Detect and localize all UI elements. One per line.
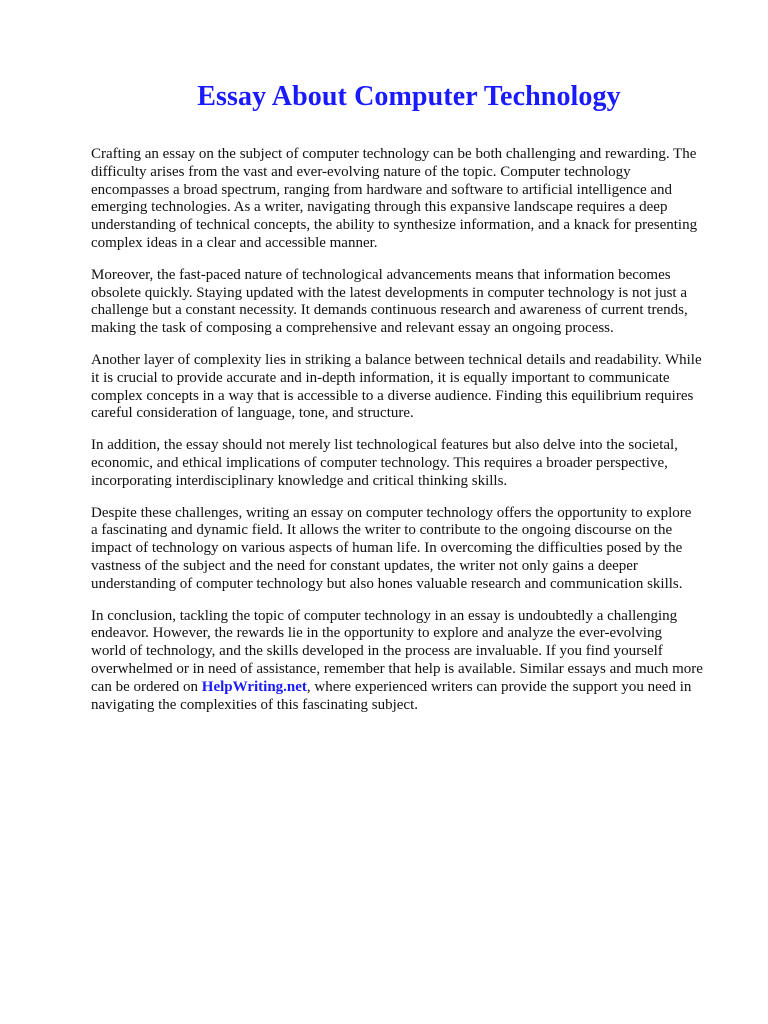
- document-title: Essay About Computer Technology: [197, 81, 621, 112]
- paragraph-conclusion: [91, 608, 721, 715]
- conclusion-text-after-link: , where experienced writers can provide the support you need in navigating the complexities of this fascinating subject.: [91, 678, 692, 713]
- conclusion-text-before-link: In conclusion, tackling the topic of computer technology in an essay is undoubtedly a challenging endeavor. However, the rewards lie in the opportunity to explore and analyze the ever-evolving world of technology, and the skills developed in the process are invaluable. If you find yourself overwhelmed or in need of assistance, remember that help is available. Similar essays and much more can be ordered on: [91, 607, 703, 695]
- paragraph-1: Crafting an essay on the subject of computer technology can be both challenging and rewarding. The difficulty arises from the vast and ever-evolving nature of the topic. Computer technology encompasses a broad spectrum, ranging from hardware and software to artificial intelligence and emerging technologies. As a writer, navigating through this expansive landscape requires a deep understanding of technical concepts, the ability to synthesize information, and a knack for presenting complex ideas in a clear and accessible manner.: [91, 146, 698, 251]
- paragraph-5: Despite these challenges, writing an essay on computer technology offers the opportunity to explore a fascinating and dynamic field. It allows the writer to contribute to the ongoing discourse on the impact of technology on various aspects of human life. In overcoming the difficulties posed by the vastness of the subject and the need for constant updates, the writer not only gains a deeper understanding of computer technology but also hones valuable research and communication skills.: [91, 504, 692, 592]
- paragraph-3: Another layer of complexity lies in striking a balance between technical details and readability. While it is crucial to provide accurate and in-depth information, it is equally important to communicate complex concepts in a way that is accessible to a diverse audience. Finding this equilibrium requires careful consideration of language, tone, and structure.: [91, 351, 702, 422]
- document-body: [91, 146, 721, 728]
- helpwriting-link[interactable]: HelpWriting.net: [201, 678, 307, 695]
- paragraph-2: Moreover, the fast-paced nature of technological advancements means that information becomes obsolete quickly. Staying updated with the latest developments in computer technology is not just a challenge but a constant necessity. It demands continuous research and awareness of current trends, making the task of composing a comprehensive and relevant essay an ongoing process.: [91, 266, 688, 337]
- paragraph-4: In addition, the essay should not merely list technological features but also delve into the societal, economic, and ethical implications of computer technology. This requires a broader perspective, incorporating interdisciplinary knowledge and critical thinking skills.: [91, 437, 678, 489]
